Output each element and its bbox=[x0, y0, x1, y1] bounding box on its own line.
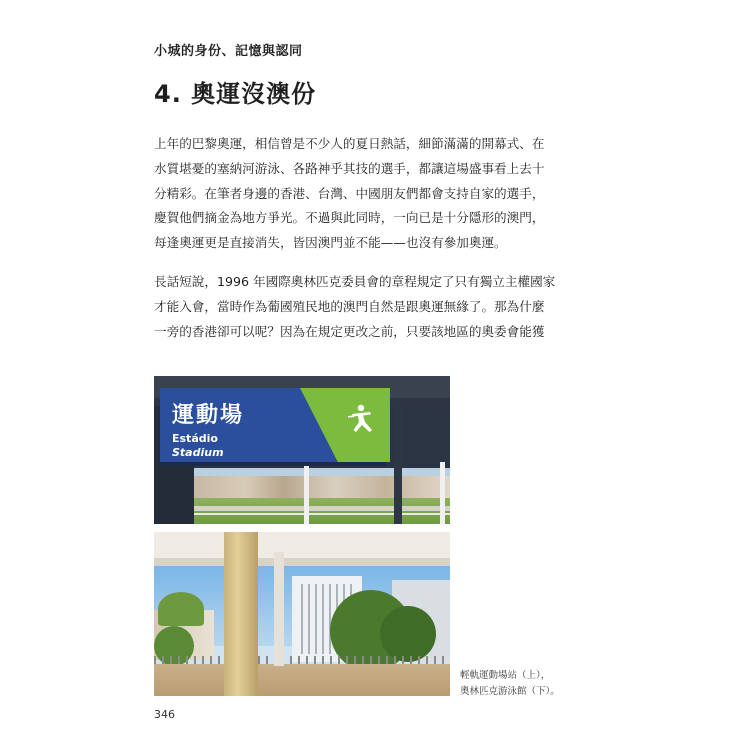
athlete-icon bbox=[344, 402, 378, 436]
window-mullion bbox=[304, 462, 309, 524]
support-column bbox=[274, 552, 284, 666]
platform-floor bbox=[154, 664, 450, 696]
photo-stadium-station bbox=[154, 376, 450, 524]
window-frame bbox=[394, 406, 402, 524]
sign-base bbox=[160, 462, 386, 466]
running-head: 小城的身份、記憶與認同 bbox=[154, 44, 303, 59]
paragraph-line: 慶賀他們摘金為地方爭光。不過與此同時，一向已是十分隱形的澳門， bbox=[154, 210, 545, 226]
sign-portuguese-label: Estádio bbox=[172, 432, 218, 445]
photo-swimming-pool bbox=[154, 532, 450, 696]
canopy-roof bbox=[154, 532, 450, 558]
paragraph-line: 長話短說，1996 年國際奧林匹克委員會的章程規定了只有獨立主權國家 bbox=[154, 274, 556, 289]
stadium-grass bbox=[194, 498, 450, 524]
glass-rail bbox=[194, 513, 450, 515]
paragraph-line: 水質堪憂的塞納河游泳、各路神乎其技的選手，都讓這場盛事看上去十 bbox=[154, 160, 545, 176]
chapter-title: 4. 奧運沒澳份 bbox=[154, 80, 317, 108]
paragraph-line: 上年的巴黎奧運，相信曾是不少人的夏日熱話，細節滿滿的開幕式、在 bbox=[154, 136, 545, 151]
paragraph-line: 分精彩。在筆者身邊的香港、台灣、中國朋友們都會支持自家的選手， bbox=[154, 185, 545, 201]
window-mullion bbox=[440, 462, 445, 524]
paragraph-2 bbox=[154, 270, 564, 344]
main-column bbox=[224, 532, 258, 696]
road bbox=[194, 506, 450, 511]
palm-tree bbox=[158, 592, 204, 626]
sign-english-label: Stadium bbox=[172, 446, 224, 459]
sign-chinese-label: 運動場 bbox=[172, 403, 245, 428]
caption-line: 輕軌運動場站（上）， bbox=[460, 670, 551, 681]
photo-caption bbox=[460, 668, 570, 700]
caption-line: 奧林匹克游泳館（下）。 bbox=[460, 686, 560, 697]
paragraph-line: 一旁的香港卻可以呢？因為在規定更改之前，只要該地區的奧委會能獲 bbox=[154, 323, 545, 339]
distant-buildings bbox=[194, 476, 450, 498]
page-number: 346 bbox=[154, 708, 175, 721]
paragraph-1 bbox=[154, 132, 564, 256]
paragraph-line: 每逢奧運更是直接消失，皆因澳門並不能——也沒有參加奧運。 bbox=[154, 235, 507, 251]
station-sign bbox=[160, 388, 386, 462]
tree bbox=[380, 606, 436, 662]
canopy-edge bbox=[154, 558, 450, 566]
paragraph-line: 才能入會，當時作為葡國殖民地的澳門自然是跟奧運無緣了。那為什麼 bbox=[154, 298, 545, 314]
